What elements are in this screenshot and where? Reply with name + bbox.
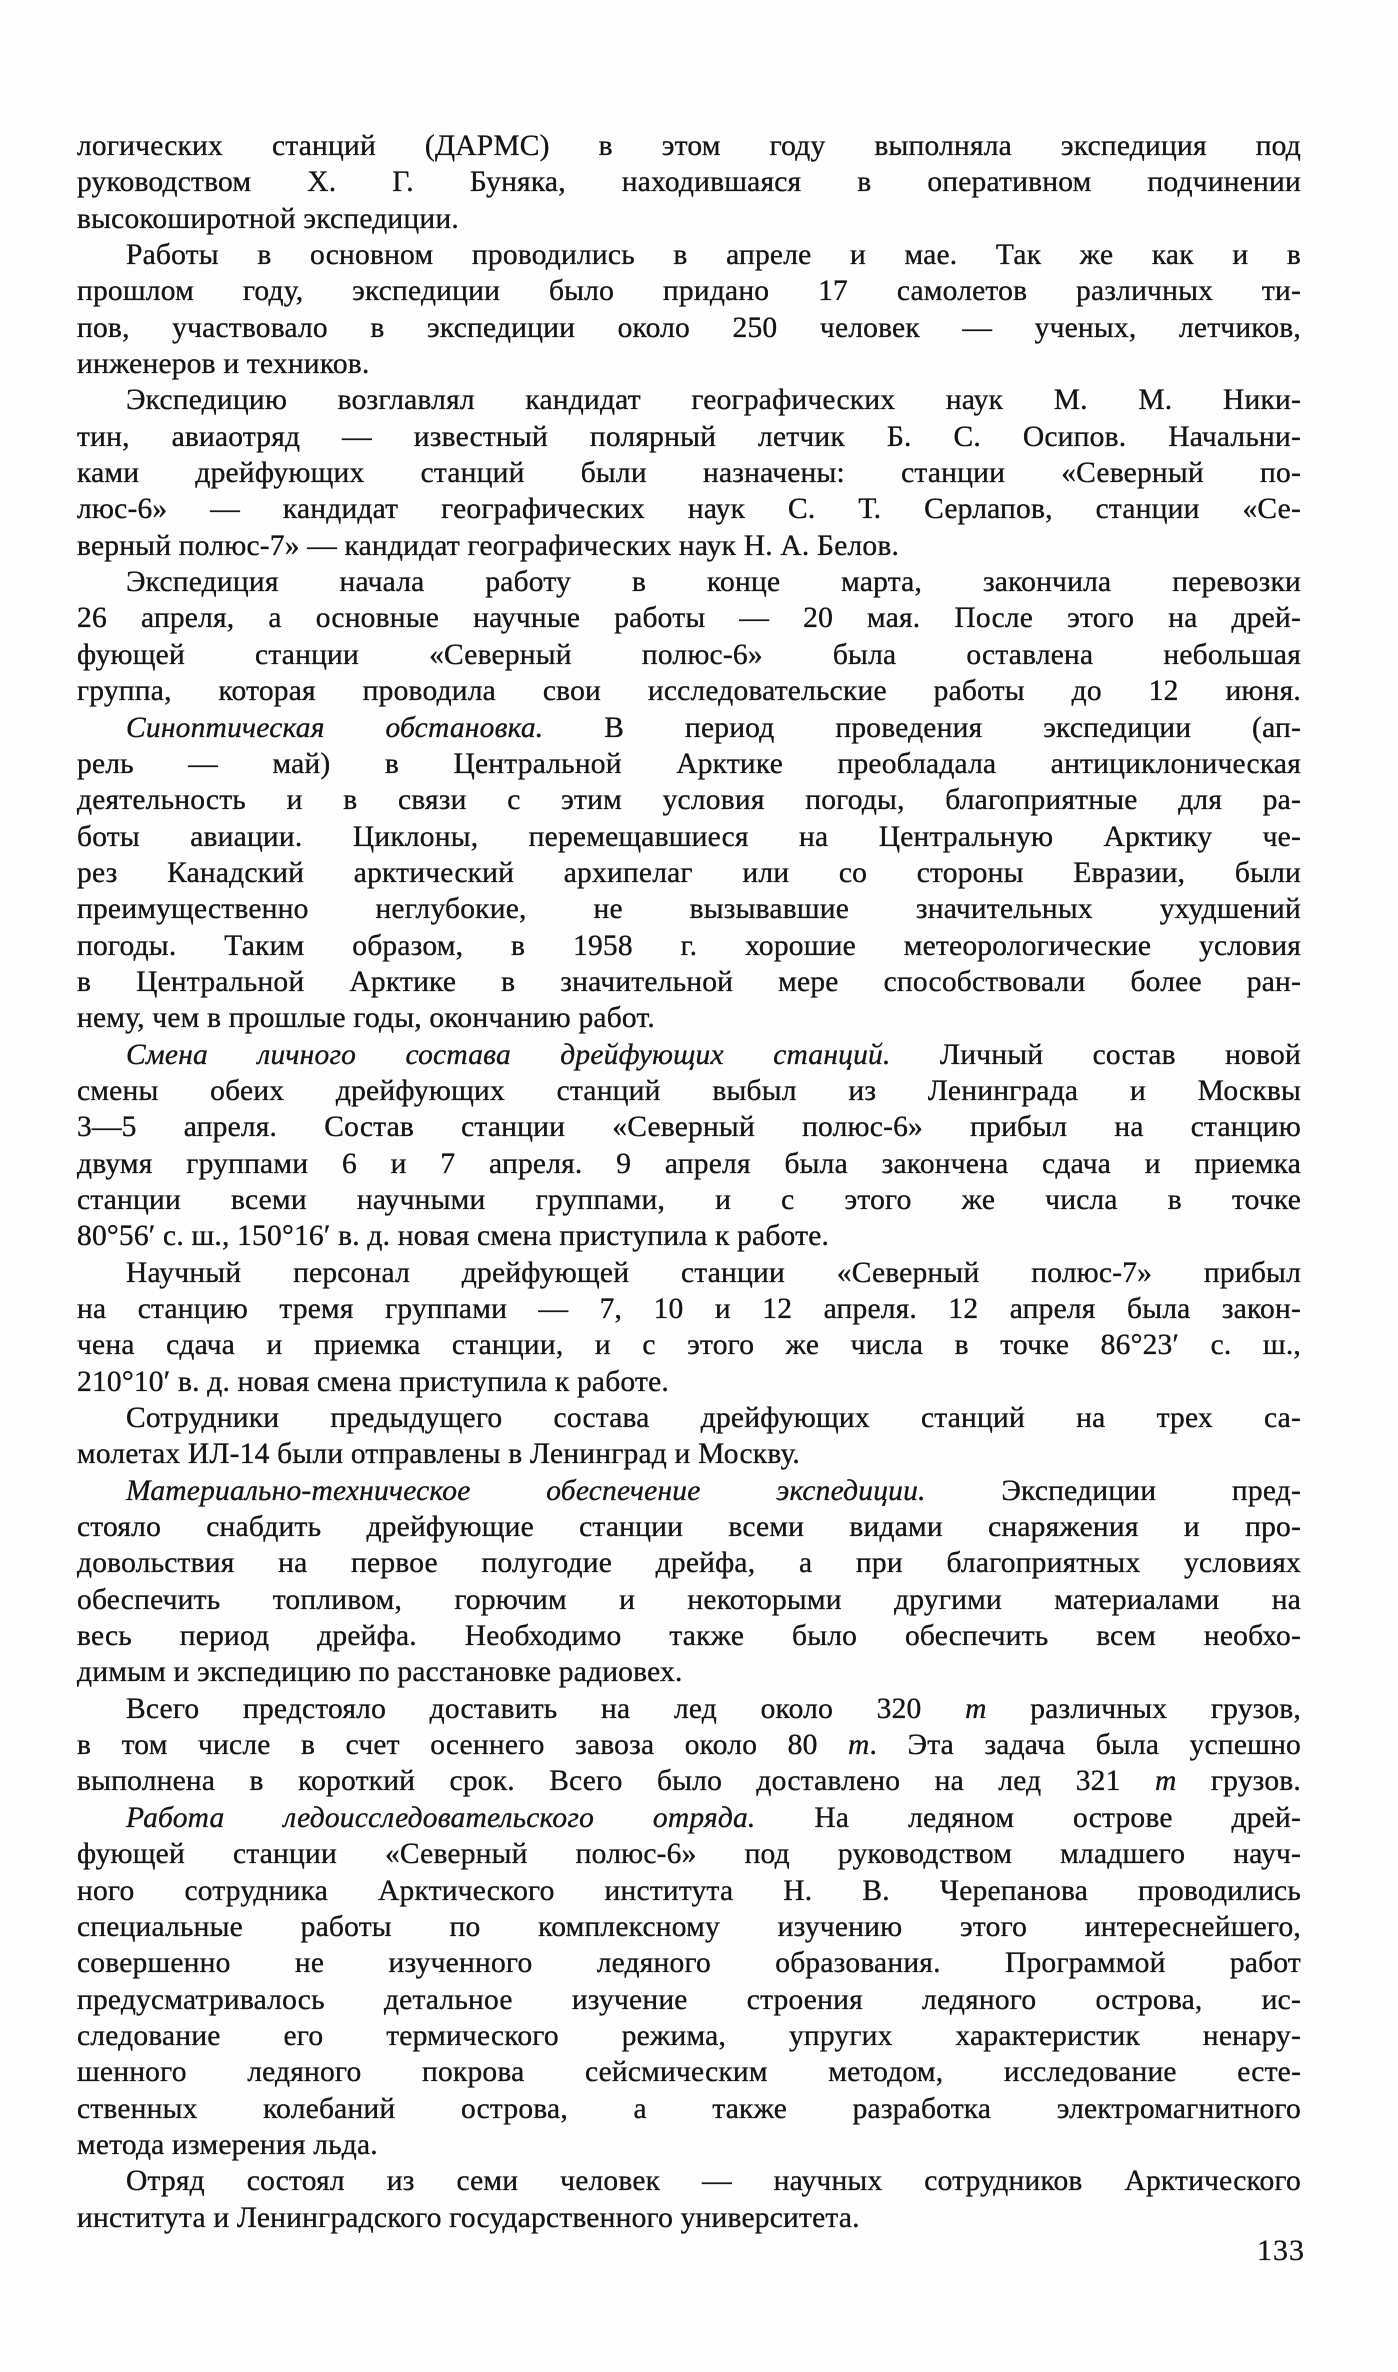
text-line	[77, 1218, 1301, 1254]
text-run: пов, участвовало в экспедиции около 250 человек — ученых, летчиков,	[77, 311, 1301, 344]
text-line	[77, 928, 1301, 964]
text-run: в Центральной Арктике в значительной мере способствовали более ран-	[77, 965, 1301, 998]
text-run: Экспедиции пред-	[925, 1474, 1301, 1507]
text-run: Всего предстояло доставить на лед около 320	[126, 1692, 966, 1725]
text-run: ного сотрудника Арктического института Н. В. Черепанова проводились	[77, 1874, 1301, 1907]
text-run: метода измерения льда.	[77, 2128, 378, 2161]
text-line	[77, 128, 1301, 164]
text-line	[77, 1982, 1301, 2018]
text-run: грузов.	[1176, 1765, 1301, 1798]
text-line	[77, 2018, 1301, 2054]
text-run: высокоширотной экспедиции.	[77, 202, 459, 235]
text-run: прошлом году, экспедиции было придано 17 самолетов различных ти-	[77, 275, 1301, 308]
text-run: люс-6» — кандидат географических наук С. Т. Серлапов, станции «Се-	[77, 493, 1301, 526]
text-run: предусматривалось детальное изучение строения ледяного острова, ис-	[77, 1983, 1301, 2016]
text-line	[77, 1545, 1301, 1581]
text-line	[77, 1873, 1301, 1909]
text-run: Сотрудники предыдущего состава дрейфующих станций на трех са-	[126, 1402, 1301, 1435]
text-run: рез Канадский арктический архипелаг или со стороны Евразии, были	[77, 856, 1301, 889]
text-line	[77, 637, 1301, 673]
text-line	[77, 1509, 1301, 1545]
text-run: стояло снабдить дрейфующие станции всеми видами снаряжения и про-	[77, 1511, 1301, 1544]
text-line	[77, 964, 1301, 1000]
text-line	[77, 164, 1301, 200]
text-line	[77, 1945, 1301, 1981]
text-line	[77, 1037, 1301, 1073]
text-run: специальные работы по комплексному изучению этого интереснейшего,	[77, 1910, 1301, 1943]
text-line	[77, 2091, 1301, 2127]
text-run: следование его термического режима, упругих характеристик ненару-	[77, 2019, 1301, 2052]
text-run: весь период дрейфа. Необходимо также было обеспечить всем необхо-	[77, 1620, 1301, 1653]
text-line	[77, 1073, 1301, 1109]
text-run: двумя группами 6 и 7 апреля. 9 апреля была закончена сдача и приемка	[77, 1147, 1301, 1180]
text-line	[77, 346, 1301, 382]
text-run: ками дрейфующих станций были назначены: станции «Северный по-	[77, 457, 1301, 490]
text-line	[77, 710, 1301, 746]
text-line	[77, 1109, 1301, 1145]
text-run: тин, авиаотряд — известный полярный летчик Б. С. Осипов. Начальни-	[77, 420, 1301, 453]
text-line	[77, 600, 1301, 636]
text-line	[77, 2200, 1301, 2236]
text-run: преимущественно неглубокие, не вызывавшие значительных ухудшений	[77, 893, 1301, 926]
text-run: Экспедицию возглавлял кандидат географических наук М. М. Ники-	[126, 384, 1301, 417]
text-line	[77, 491, 1301, 527]
text-line	[77, 1291, 1301, 1327]
text-run: обеспечить топливом, горючим и некоторыми другими материалами на	[77, 1583, 1301, 1616]
text-line	[77, 1255, 1301, 1291]
text-line	[77, 419, 1301, 455]
text-run: смены обеих дрейфующих станций выбыл из Ленинграда и Москвы	[77, 1074, 1301, 1107]
text-line	[77, 1327, 1301, 1363]
text-run: на станцию тремя группами — 7, 10 и 12 апреля. 12 апреля была закон-	[77, 1293, 1301, 1325]
body-text	[77, 128, 1301, 2236]
text-run: совершенно не изученного ледяного образования. Программой работ	[77, 1947, 1301, 1980]
text-run: довольствия на первое полугодие дрейфа, а при благоприятных условиях	[77, 1547, 1301, 1580]
text-line	[77, 1654, 1301, 1690]
text-line	[77, 891, 1301, 927]
italic-text-run: Работа ледоисследовательского отряда.	[126, 1801, 756, 1834]
text-line	[77, 746, 1301, 782]
text-line	[77, 237, 1301, 273]
text-line	[77, 1691, 1301, 1727]
text-run: логических станций (ДАРМС) в этом году выполняла экспедиция под	[77, 130, 1301, 162]
text-line	[77, 855, 1301, 891]
text-run: группа, которая проводила свои исследовательские работы до 12 июня.	[77, 675, 1301, 708]
text-line	[77, 1436, 1301, 1472]
text-run: деятельность и в связи с этим условия погоды, благоприятные для ра-	[77, 784, 1301, 817]
text-line	[77, 1400, 1301, 1436]
text-run: 3—5 апреля. Состав станции «Северный полюс-6» прибыл на станцию	[77, 1111, 1301, 1144]
text-run: чена сдача и приемка станции, и с этого же числа в точке 86°23′ с. ш.,	[77, 1329, 1301, 1362]
text-run: станции всеми научными группами, и с этого же числа в точке	[77, 1183, 1301, 1216]
text-line	[77, 673, 1301, 709]
italic-text-run: Смена личного состава дрейфующих станций.	[126, 1038, 891, 1071]
text-line	[77, 201, 1301, 237]
text-line	[77, 1364, 1301, 1400]
text-run: ственных колебаний острова, а также разработка электромагнитного	[77, 2092, 1301, 2125]
text-run: В период проведения экспедиции (ап-	[543, 711, 1301, 744]
text-line	[77, 782, 1301, 818]
text-run: погоды. Таким образом, в 1958 г. хорошие метеорологические условия	[77, 929, 1301, 962]
text-line	[77, 2054, 1301, 2090]
text-run: руководством X. Г. Буняка, находившаяся в оперативном подчинении	[77, 166, 1301, 199]
text-run: боты авиации. Циклоны, перемещавшиеся на Центральную Арктику че-	[77, 820, 1301, 853]
italic-text-run: т	[848, 1729, 870, 1762]
text-line	[77, 1800, 1301, 1836]
text-run: различных грузов,	[986, 1692, 1301, 1725]
text-line	[77, 1909, 1301, 1945]
text-line	[77, 1000, 1301, 1036]
text-line	[77, 1618, 1301, 1654]
text-line	[77, 1582, 1301, 1618]
text-line	[77, 455, 1301, 491]
text-run: . Эта задача была успешно	[869, 1729, 1302, 1762]
italic-text-run: Синоптическая обстановка.	[126, 711, 544, 744]
text-run: Научный персонал дрейфующей станции «Северный полюс-7» прибыл	[126, 1256, 1301, 1289]
text-run: Работы в основном проводились в апреле и мае. Так же как и в	[126, 239, 1301, 272]
text-line	[77, 528, 1301, 564]
text-line	[77, 1473, 1301, 1509]
text-line	[77, 564, 1301, 600]
italic-text-run: Материально-техническое обеспечение экспедиции.	[126, 1474, 926, 1507]
text-line	[77, 2127, 1301, 2163]
text-line	[77, 1727, 1301, 1763]
page-number: 133	[1257, 2234, 1305, 2267]
text-run: На ледяном острове дрей-	[755, 1801, 1301, 1834]
text-line	[77, 310, 1301, 346]
text-run: 26 апреля, а основные научные работы — 20 мая. После этого на дрей-	[77, 602, 1301, 635]
text-run: института и Ленинградского государственного университета.	[77, 2201, 860, 2234]
text-run: нему, чем в прошлые годы, окончанию работ.	[77, 1002, 655, 1035]
text-line	[77, 819, 1301, 855]
text-run: димым и экспедицию по расстановке радиовех.	[77, 1656, 683, 1689]
text-run: Экспедиция начала работу в конце марта, закончила перевозки	[126, 566, 1301, 599]
text-run: фующей станции «Северный полюс-6» была оставлена небольшая	[77, 638, 1301, 671]
italic-text-run: т	[1154, 1765, 1177, 1798]
text-run: шенного ледяного покрова сейсмическим методом, исследование есте-	[77, 2056, 1301, 2089]
text-line	[77, 1763, 1301, 1799]
text-line	[77, 1836, 1301, 1872]
text-run: Отряд состоял из семи человек — научных сотрудников Арктического	[126, 2165, 1301, 2198]
text-run: 210°10′ в. д. новая смена приступила к работе.	[77, 1365, 669, 1398]
text-line	[77, 1146, 1301, 1182]
text-run: инженеров и техников.	[77, 348, 370, 381]
text-run: выполнена в короткий срок. Всего было доставлено на лед 321	[77, 1765, 1155, 1798]
text-run: верный полюс-7» — кандидат географических наук Н. А. Белов.	[77, 529, 900, 562]
text-line	[77, 1182, 1301, 1218]
text-run: в том числе в счет осеннего завоза около 80	[77, 1729, 848, 1762]
text-run: фующей станции «Северный полюс-6» под руководством младшего науч-	[77, 1838, 1301, 1871]
text-run: 80°56′ с. ш., 150°16′ в. д. новая смена приступила к работе.	[77, 1220, 830, 1253]
italic-text-run: т	[965, 1692, 987, 1725]
text-line	[77, 273, 1301, 309]
text-line	[77, 2163, 1301, 2199]
text-run: молетах ИЛ-14 были отправлены в Ленинград и Москву.	[77, 1438, 801, 1471]
text-run: Личный состав новой	[890, 1038, 1301, 1071]
text-line	[77, 382, 1301, 418]
text-run: рель — май) в Центральной Арктике преобладала антициклоническая	[77, 747, 1301, 780]
